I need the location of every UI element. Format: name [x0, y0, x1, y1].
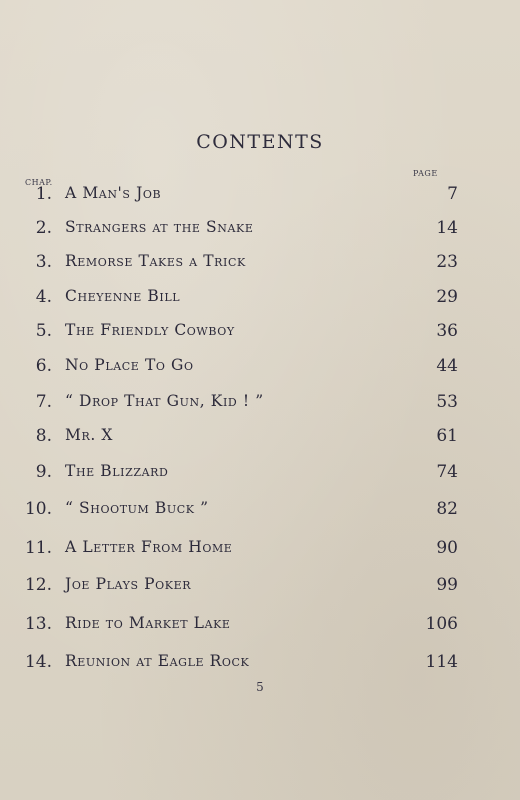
- chapter-number: 4.: [35, 287, 52, 307]
- chapter-number: 8.: [35, 426, 52, 446]
- contents-title: CONTENTS: [196, 131, 324, 153]
- chapter-title: Joe Plays Poker: [65, 575, 192, 593]
- toc-entry: [0, 538, 520, 568]
- chapter-page: 114: [425, 652, 458, 672]
- chapter-page: 29: [436, 287, 458, 307]
- chapter-title: “ Drop That Gun, Kid ! ”: [65, 392, 264, 410]
- chapter-title: Mr. X: [65, 426, 114, 444]
- chapter-page: 23: [436, 252, 458, 272]
- toc-entry: [0, 184, 520, 214]
- chapter-title: The Friendly Cowboy: [65, 321, 235, 339]
- chapter-title: Cheyenne Bill: [65, 287, 181, 305]
- toc-entry: [0, 218, 520, 248]
- chapter-title: A Man's Job: [65, 184, 162, 202]
- chapter-title: Ride to Market Lake: [65, 614, 231, 632]
- chapter-page: 61: [436, 426, 458, 446]
- chapter-page: 74: [436, 462, 458, 482]
- chapter-title: The Blizzard: [65, 462, 169, 480]
- chapter-page: 99: [436, 575, 458, 595]
- chapter-page: 106: [425, 614, 458, 634]
- chapter-number: 14.: [24, 652, 52, 672]
- chapter-number: 7.: [35, 392, 52, 412]
- toc-entry: [0, 614, 520, 644]
- chapter-page: 82: [436, 499, 458, 519]
- toc-entry: [0, 575, 520, 605]
- chapter-number: 5.: [35, 321, 52, 341]
- chapter-title: Remorse Takes a Trick: [65, 252, 246, 270]
- chapter-title: A Letter From Home: [65, 538, 233, 556]
- toc-entry: [0, 462, 520, 492]
- chapter-number: 11.: [24, 538, 52, 558]
- chapter-title: “ Shootum Buck ”: [65, 499, 209, 517]
- chapter-title: Strangers at the Snake: [65, 218, 254, 236]
- chapter-title: Reunion at Eagle Rock: [65, 652, 250, 670]
- chapter-page: 53: [436, 392, 458, 412]
- page-number: 5: [256, 680, 264, 694]
- toc-entry: [0, 321, 520, 351]
- toc-entry: [0, 287, 520, 317]
- chapter-number: 6.: [35, 356, 52, 376]
- chapter-page: 90: [436, 538, 458, 558]
- chapter-number: 2.: [35, 218, 52, 238]
- chapter-page: 44: [436, 356, 458, 376]
- toc-entry: [0, 652, 520, 682]
- toc-entry: [0, 356, 520, 386]
- chapter-page: 7: [447, 184, 458, 204]
- chapter-number: 13.: [24, 614, 52, 634]
- chapter-number: 10.: [24, 499, 52, 519]
- page-column-label: PAGE: [413, 169, 438, 178]
- chapter-page: 14: [436, 218, 458, 238]
- toc-entry: [0, 252, 520, 282]
- chapter-title: No Place To Go: [65, 356, 194, 374]
- chapter-number: 12.: [24, 575, 52, 595]
- chapter-page: 36: [436, 321, 458, 341]
- toc-entry: [0, 426, 520, 456]
- chapter-number: 1.: [35, 184, 52, 204]
- chapter-number: 9.: [35, 462, 52, 482]
- chapter-column-label: CHAP.: [25, 178, 53, 187]
- toc-entry: [0, 392, 520, 422]
- chapter-number: 3.: [35, 252, 52, 272]
- toc-entry: [0, 499, 520, 529]
